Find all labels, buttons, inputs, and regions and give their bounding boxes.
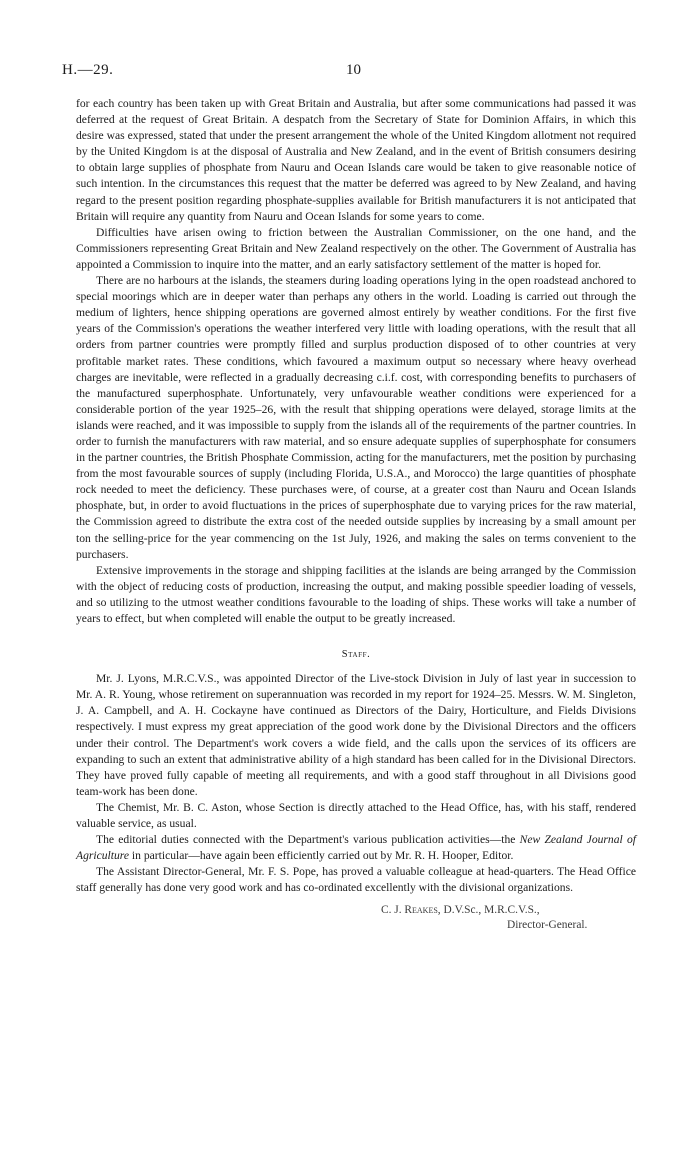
signatory-name (381, 903, 636, 918)
signatory-title: Director-General. (507, 918, 588, 931)
editorial-text-after: in particular—have again been efficiently carried out by Mr. R. H. Hooper, Editor. (129, 849, 514, 863)
running-head (62, 62, 642, 82)
signature-block (76, 903, 636, 933)
signatory-qualifications: , D.V.Sc., M.R.C.V.S., (437, 903, 540, 916)
journal-title: New Zealand Journal of Agriculture (76, 833, 636, 863)
section-heading-staff: Staff. (341, 649, 371, 661)
paragraph-continuation: for each country has been taken up with Great Britain and Australia, but after some communications had passed it was deferred at the request of Great Britain. A despatch from the Secretary of State for Dominion Affairs, in which this desire was expressed, stated that under the present arrangement the whole of the United Kingdom allotment not required by the United Kingdom is at the disposal of Australia and New Zealand, and in the event of British consumers desiring to obtain large supplies of phosphate from Nauru and Ocean Islands care would be taken to give reasonable notice of such intention. In the circumstances this request that the matter be deferred was agreed to by New Zealand, and having regard to the present position regarding phosphate-supplies available for British manufacturers it is not anticipated that Britain will require any quantity from Nauru and Ocean Islands for some years to come. (76, 97, 636, 223)
signatory-initials: C. J. (381, 903, 405, 916)
report-body (76, 96, 636, 933)
paragraph-editorial (76, 832, 636, 864)
paragraph-assistant-director: The Assistant Director-General, Mr. F. S. Pope, has proved a valuable colleague at head-quarters. The Head Office staff generally has done very good work and has co-ordinated excellently with the divisional organizations. (76, 865, 636, 895)
paragraph-staff-directors: Mr. J. Lyons, M.R.C.V.S., was appointed Director of the Live-stock Division in July of last year in succession to Mr. A. R. Young, whose retirement on superannuation was recorded in my report for 1924–25. Messrs. W. M. Singleton, J. A. Campbell, and A. H. Cockayne have continued as Directors of the Dairy, Horticulture, and Fields Divisions respectively. I must express my great appreciation of the good work done by the Divisional Directors and the officers under their control. The Department's work covers a wide field, and the calls upon the services of its officers are expanding to such an extent that administrative ability of a high standard has been called for in the Divisional Directors. They have proved fully capable of meeting all requirements, and with a good staff throughout in all Divisions good team-work has been done. (76, 672, 636, 798)
paragraph-improvements: Extensive improvements in the storage and shipping facilities at the islands are being arranged by the Commission with the object of reducing costs of production, increasing the output, and making possible speedier loading of vessels, and so utilizing to the utmost weather conditions favourable to the loading of ships. These works will take a number of years to effect, but when completed will enable the output to be greatly increased. (76, 563, 636, 625)
document-reference: H.—29. (62, 62, 114, 78)
editorial-text-before: The editorial duties connected with the Department's various publication activities—the (96, 833, 520, 847)
paragraph-chemist: The Chemist, Mr. B. C. Aston, whose Section is directly attached to the Head Office, has, with his staff, rendered valuable service, as usual. (76, 800, 636, 831)
page-number: 10 (346, 62, 361, 78)
paragraph-loading-operations: There are no harbours at the islands, the steamers during loading operations lying in the open roadstead anchored to special moorings which are in deeper water than perhaps any others in the world. Loading is carried out through the medium of lighters, hence shipping operations are governed almost entirely by weather conditions. For the first five years of the Commission's operations the weather interfered very little with loading operations, with the result that all orders from partner countries were promptly filled and surplus production disposed of to other countries at very profitable market rates. These conditions, which favoured a maximum output so necessary where heavy overhead charges are inevitable, were reflected in a gradually decreasing c.i.f. cost, with corresponding benefits to purchasers of the manufactured superphosphate. Unfortunately, very unfavourable weather conditions were experienced for a considerable portion of the year 1925–26, with the result that shipping operations were delayed, storage limits at the islands were reached, and it was impossible to supply from the islands all of the requirements of the partner countries. In order to furnish the manufacturers with raw material, and so ensure adequate supplies of superphosphate for consumers in the partner countries, the British Phosphate Commission, acting for the manufacturers, met the position by purchasing from the most favourable sources of supply (including Florida, U.S.A., and Morocco) the large quantities of phosphate rock needed to meet the deficiency. These purchases were, of course, at a greater cost than Nauru and Ocean Islands phosphate, but, in order to avoid fluctuations in the prices of superphosphate due to varying prices for the raw material, the Commission agreed to distribute the extra cost of the needed outside supplies by increasing by a small amount per ton the selling-price for the year commencing on the 1st July, 1926, and making the sales on terms convenient to the purchasers. (76, 274, 636, 561)
signatory-surname: Reakes (404, 903, 438, 916)
paragraph-commissioner-friction: Difficulties have arisen owing to friction between the Australian Commissioner, on the one hand, and the Commissioners representing Great Britain and New Zealand respectively on the other. The Government of Australia has appointed a Commission to inquire into the matter, and an early satisfactory settlement of the matter is hoped for. (76, 225, 636, 271)
